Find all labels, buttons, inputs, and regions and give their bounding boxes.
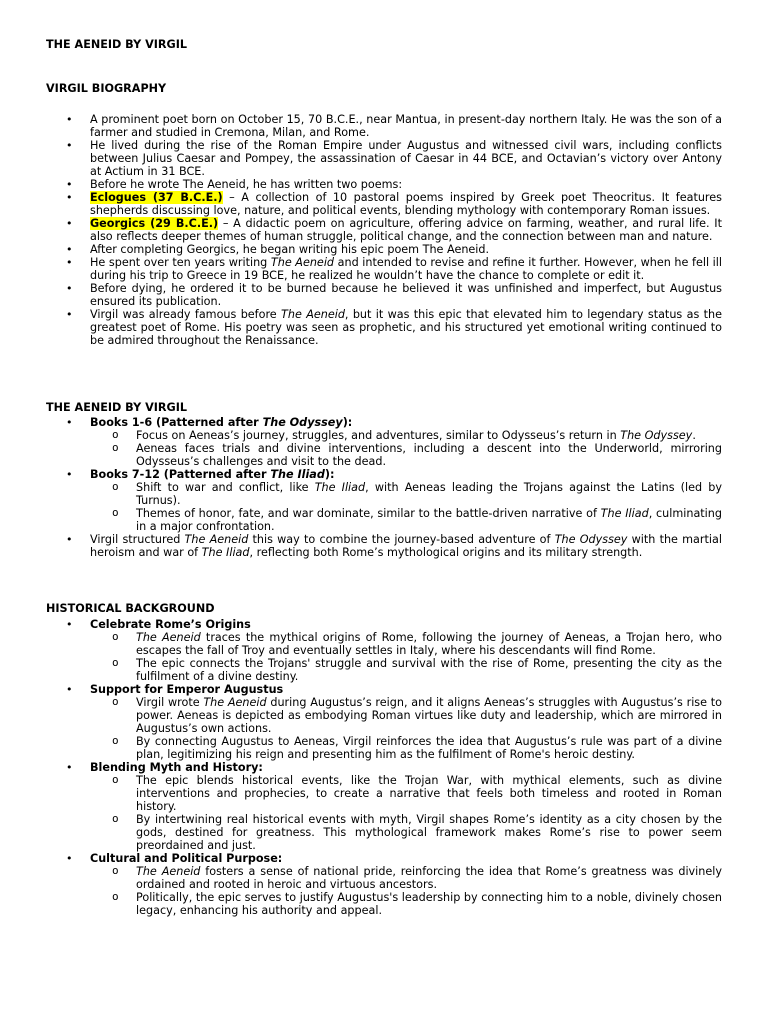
italic-title: The Aeneid (136, 865, 201, 878)
sub-bullet: o (112, 480, 119, 493)
sub-list-item (90, 774, 722, 813)
item-text: this way to combine the journey-based adventure of (248, 533, 555, 546)
document-title: THE AENEID BY VIRGIL (46, 38, 188, 51)
item-text: Before he wrote The Aeneid, he has written two poems: (90, 178, 403, 191)
group-title (90, 468, 334, 481)
sub-list-item (90, 429, 722, 442)
italic-title: The Aeneid (184, 533, 249, 546)
sub-bullet: o (112, 428, 119, 441)
sub-bullet: o (112, 773, 119, 786)
item-text: – A collection of 10 pastoral poems inspired by Greek poet Theocritus. It features shepherds discussing love, nature, and political events, blending mythology with contemporary Roman issues. (90, 191, 722, 217)
item-text: , but it was this epic that elevated him to legendary status as the greatest poet of Rome. His poetry was seen as prophetic, and his structured yet emotional writing continued to be admired throughout the Renaissance. (90, 308, 722, 347)
sub-list-item (90, 657, 722, 683)
bullet: • (66, 217, 73, 230)
sub-list-item (90, 442, 722, 468)
item-text: with the martial heroism and war of (90, 533, 722, 559)
list-item (46, 178, 722, 191)
list-item (46, 308, 722, 347)
bullet: • (66, 113, 73, 126)
item-text: , culminating in a major confrontation. (136, 507, 722, 533)
item-text: , with Aeneas leading the Trojans against the Latins (led by Turnus). (136, 481, 722, 507)
bullet: • (66, 282, 73, 295)
item-text: – A didactic poem on agriculture, offering advice on farming, weather, and rural life. It also reflects deeper themes of human struggle, political change, and the connection between man and nature. (90, 217, 722, 243)
sub-bullet: o (112, 734, 119, 747)
sublist (90, 774, 722, 852)
item-text: Virgil wrote (136, 696, 204, 709)
group-title-text: Books 1-6 (Patterned after (90, 416, 263, 429)
item-text: and intended to revise and refine it further. However, when he fell ill during his trip to Greece in 19 BCE, he realized he wouldn’t have the chance to complete or edit it. (90, 256, 722, 282)
sublist (90, 865, 722, 917)
bullet: • (66, 618, 73, 631)
italic-title: The Iliad (270, 468, 325, 481)
item-text: Shift to war and conflict, like (136, 481, 315, 494)
sub-list-item (90, 481, 722, 507)
section-heading-biography: VIRGIL BIOGRAPHY (46, 82, 167, 95)
sub-bullet: o (112, 812, 119, 825)
sub-list-item (90, 631, 722, 657)
sub-list-item (90, 735, 722, 761)
list-item (46, 416, 722, 468)
sublist (90, 696, 722, 761)
section-heading-aeneid: THE AENEID BY VIRGIL (46, 401, 188, 414)
italic-title: The Aeneid (203, 696, 267, 709)
group-title-text: ): (342, 416, 353, 429)
italic-title: The Odyssey (262, 416, 343, 429)
sub-bullet: o (112, 630, 119, 643)
biography-list (46, 113, 722, 347)
sub-bullet: o (112, 864, 119, 877)
italic-title: The Aeneid (270, 256, 335, 269)
eclogues-highlight: Eclogues (37 B.C.E.) (90, 191, 223, 204)
list-item (46, 139, 722, 178)
sub-list-item (90, 813, 722, 852)
item-text: . (692, 429, 696, 442)
item-text: Focus on Aeneas’s journey, struggles, and adventures, similar to Odysseus’s return in (136, 429, 621, 442)
item-text: Virgil structured (90, 533, 185, 546)
sub-list-item (90, 891, 722, 917)
group-title-text: ): (324, 468, 335, 481)
item-text: After completing Georgics, he began writing his epic poem The Aeneid. (90, 243, 490, 256)
bullet: • (66, 178, 73, 191)
italic-title: The Iliad (201, 546, 250, 559)
bullet: • (66, 256, 73, 269)
item-text: A prominent poet born on October 15, 70 B.C.E., near Mantua, in present-day northern Italy. He was the son of a farmer and studied in Cremona, Milan, and Rome. (90, 113, 722, 139)
item-text: He spent over ten years writing (90, 256, 271, 269)
list-item (46, 191, 722, 217)
item-text: He lived during the rise of the Roman Empire under Augustus and witnessed civil wars, including conflicts between Julius Caesar and Pompey, the assassination of Caesar in 44 BCE, and Octavian’s victory over Antony at Actium in 31 BCE. (90, 139, 722, 178)
bullet: • (66, 191, 73, 204)
sub-list-item (90, 507, 722, 533)
sub-bullet: o (112, 506, 119, 519)
georgics-highlight: Georgics (29 B.C.E.) (90, 217, 219, 230)
group-title (90, 416, 352, 429)
bullet: • (66, 243, 73, 256)
sub-list-item (90, 696, 722, 735)
italic-title: The Aeneid (281, 308, 345, 321)
bullet: • (66, 308, 73, 321)
sub-bullet: o (112, 695, 119, 708)
list-item (46, 852, 722, 917)
list-item (46, 282, 722, 308)
list-item (46, 113, 722, 139)
item-text: The epic blends historical events, like the Trojan War, with mythical elements, such as divine interventions and prophecies, to create a narrative that feels both timeless and rooted in Roman history. (136, 774, 722, 813)
sub-bullet: o (112, 441, 119, 454)
sublist (90, 631, 722, 683)
item-text: , reflecting both Rome’s mythological origins and its military strength. (249, 546, 643, 559)
list-item (46, 243, 722, 256)
list-item (46, 618, 722, 683)
sub-bullet: o (112, 656, 119, 669)
italic-title: The Iliad (600, 507, 649, 520)
bullet: • (66, 852, 73, 865)
italic-title: The Aeneid (136, 631, 201, 644)
item-text: The epic connects the Trojans' struggle and survival with the rise of Rome, presenting the city as the fulfilment of a divine destiny. (136, 657, 722, 683)
item-text: Politically, the epic serves to justify Augustus's leadership by connecting him to a noble, divinely chosen legacy, enhancing his authority and appeal. (136, 891, 722, 917)
bullet: • (66, 139, 73, 152)
item-text: traces the mythical origins of Rome, following the journey of Aeneas, a Trojan hero, who escapes the fall of Troy and eventually settles in Italy, where his descendants will find Rome. (136, 631, 722, 657)
bullet: • (66, 533, 73, 546)
list-item (46, 468, 722, 533)
history-list (46, 618, 722, 917)
group-title: Support for Emperor Augustus (90, 683, 284, 696)
italic-title: The Odyssey (554, 533, 628, 546)
item-text: during Augustus’s reign, and it aligns Aeneas’s struggles with Augustus’s rise to power. Aeneas is depicted as embodying Roman virtues like duty and leadership, which are mirrored in Augustus’s own actions. (136, 696, 722, 735)
item-text: Before dying, he ordered it to be burned because he believed it was unfinished and imperfect, but Augustus ensured its publication. (90, 282, 722, 308)
group-title: Celebrate Rome’s Origins (90, 618, 251, 631)
sublist (90, 429, 722, 468)
italic-title: The Odyssey (620, 429, 693, 442)
sub-list-item (90, 865, 722, 891)
list-item (46, 256, 722, 282)
item-text: By intertwining real historical events with myth, Virgil shapes Rome’s identity as a city chosen by the gods, destined for greatness. This mythological framework makes Rome’s rise to power seem preordained and just. (136, 813, 722, 852)
group-title: Cultural and Political Purpose: (90, 852, 283, 865)
italic-title: The Iliad (314, 481, 366, 494)
bullet: • (66, 683, 73, 696)
aeneid-list (46, 416, 722, 559)
bullet: • (66, 416, 73, 429)
sub-bullet: o (112, 890, 119, 903)
item-text: fosters a sense of national pride, reinforcing the idea that Rome’s greatness was divinely ordained and rooted in heroic and virtuous ancestors. (136, 865, 722, 891)
list-item (46, 217, 722, 243)
group-title: Blending Myth and History: (90, 761, 263, 774)
list-item (46, 761, 722, 852)
item-text: Aeneas faces trials and divine interventions, including a descent into the Underworld, mirroring Odysseus’s challenges and visit to the dead. (136, 442, 722, 468)
bullet: • (66, 468, 73, 481)
sublist (90, 481, 722, 533)
bullet: • (66, 761, 73, 774)
list-item (46, 683, 722, 761)
item-text: Themes of honor, fate, and war dominate, similar to the battle-driven narrative of (136, 507, 601, 520)
item-text: Virgil was already famous before (90, 308, 282, 321)
list-item (46, 533, 722, 559)
item-text: By connecting Augustus to Aeneas, Virgil reinforces the idea that Augustus’s rule was part of a divine plan, legitimizing his reign and presenting him as the fulfilment of Rome's heroic destiny. (136, 735, 722, 761)
section-heading-historical-background: HISTORICAL BACKGROUND (46, 602, 215, 615)
group-title-text: Books 7-12 (Patterned after (90, 468, 271, 481)
